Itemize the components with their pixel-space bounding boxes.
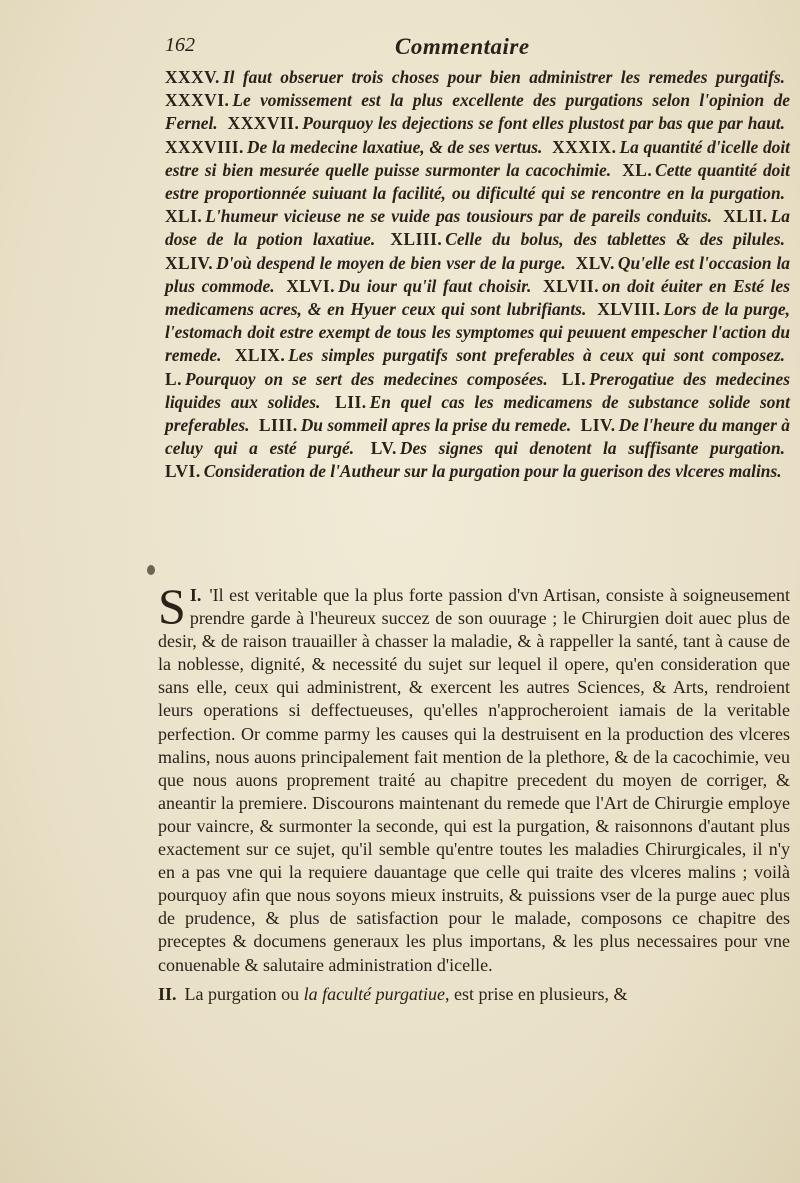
summary-item-number: XLII. bbox=[723, 206, 768, 227]
summary-item-text: Consideration de l'Autheur sur la purgation pour la guerison des vlceres malins. bbox=[203, 461, 782, 482]
summary-item-number: XXXIX. bbox=[552, 136, 617, 157]
summary-item-number: XLIII. bbox=[390, 229, 443, 250]
summary-item-number: L. bbox=[165, 368, 182, 389]
summary-item-text: Des signes qui denotent la suffisante purgation. bbox=[399, 438, 785, 459]
body-text bbox=[158, 578, 790, 1006]
summary-item bbox=[165, 253, 571, 273]
summary-item-text: Pourquoy on se sert des medecines composées. bbox=[184, 368, 548, 389]
summary-item-number: XLIV. bbox=[165, 252, 214, 273]
summary-item bbox=[371, 438, 790, 458]
ink-mark bbox=[147, 565, 155, 575]
summary-item-text: L'humeur vicieuse ne se vuide pas tousiours par de pareils conduits. bbox=[205, 206, 712, 227]
paragraph-1 bbox=[158, 578, 790, 977]
summary-item-number: LI. bbox=[561, 368, 587, 389]
summary-item-text: Du sommeil apres la prise du remede. bbox=[300, 415, 572, 436]
summary-item-number: XLV. bbox=[575, 252, 615, 273]
summary-item-text: on doit éuiter en Esté les medicamens acres, & en Hyuer ceux qui sont lubrifiants. bbox=[165, 275, 790, 320]
paragraph-number: II. bbox=[158, 983, 177, 1004]
summary-item-number: LV. bbox=[370, 438, 397, 459]
summary-item-text: Lors de la purge, l'estomach doit estre exempt de tous les symptomes qui peuuent empescher l'action du remede. bbox=[165, 299, 790, 366]
summary-item bbox=[390, 229, 790, 249]
summary-item-number: XXXVIII. bbox=[165, 136, 244, 157]
summary-item-text: Cette quantité doit estre proportionnée suiuant la facilité, ou dificulté qui se rencontre en la purgation. bbox=[165, 159, 791, 204]
summary-item-text: En quel cas les medicamens de substance solide sont preferables. bbox=[165, 391, 790, 436]
summary-item-number: XXXV. bbox=[165, 67, 220, 87]
summary-item bbox=[228, 113, 790, 133]
paragraph-italic: la faculté purgatiue bbox=[303, 983, 445, 1004]
summary-item bbox=[235, 345, 790, 365]
summary-item-text: Qu'elle est l'occasion la plus commode. bbox=[165, 252, 790, 296]
summary-item-text: D'où despend le moyen de bien vser de la purge. bbox=[216, 252, 566, 273]
summary-item-text: Prerogatiue des medecines liquides aux solides. bbox=[165, 368, 790, 412]
summary-item bbox=[165, 461, 787, 481]
summary-item-text: Il faut obseruer trois choses pour bien administrer les remedes purgatifs. bbox=[222, 67, 785, 87]
summary-item-text: La quantité d'icelle doit estre si bien mesurée quelle puisse surmonter la cacochimie. bbox=[165, 136, 790, 180]
summary-item-text: Du iour qu'il faut choisir. bbox=[337, 275, 532, 296]
paragraph-text: La purgation ou bbox=[184, 983, 304, 1004]
summary-item-number: LVI. bbox=[165, 461, 201, 482]
summary-item-number: LII. bbox=[335, 391, 367, 412]
summary-item-text: De la medecine laxatiue, & de ses vertus. bbox=[246, 136, 543, 157]
summary-item bbox=[286, 276, 536, 296]
summary-item bbox=[165, 206, 717, 226]
running-title: Commentaire bbox=[395, 34, 530, 59]
summary-item-number: XLI. bbox=[165, 206, 203, 227]
summary-item bbox=[259, 415, 576, 435]
summary-item-text: La dose de la potion laxatiue. bbox=[165, 206, 790, 250]
summary-item bbox=[165, 369, 553, 389]
summary-item-number: XLIX. bbox=[234, 345, 286, 366]
summary-item-text: Celle du bolus, des tablettes & des pilules. bbox=[445, 229, 785, 250]
summary-item-number: XLVI. bbox=[286, 275, 335, 296]
summary-item-number: LIII. bbox=[258, 415, 298, 436]
paragraph-number: I. bbox=[189, 585, 202, 605]
summary-item-number: XXXVI. bbox=[165, 90, 230, 111]
summary-item-number: XLVIII. bbox=[597, 299, 661, 320]
paragraph-text: , est prise en plusieurs, & bbox=[444, 983, 628, 1004]
summary-item bbox=[165, 137, 547, 157]
summary-item-text: Les simples purgatifs sont preferables à ceux qui sont composez. bbox=[288, 345, 785, 366]
summary-item-number: LIV. bbox=[580, 415, 616, 436]
paragraph-2 bbox=[158, 983, 790, 1006]
paragraph-text: 'Il est veritable que la plus forte passion d'vn Artisan, consiste à soigneusement prendre garde à l'heureux succez de son ouurage ; le Chirurgien doit auec plus de desir, & de raison trauailler à chasser la maladie, & à rappeller la santé, tant à cause de la noblesse, dignité, & necessité du sujet sur lequel il opere, qu'en consideration que sans elle, ceux qui administrent, & exercent les autres Sciences, & Arts, rendroient leurs operations si deffectueuses, qu'elles n'approcheroient iamais de la veritable perfection. Or comme parmy les causes qui la destruisent en la production des vlceres malins, nous auons principalement fait mention de la plethore, & de la cacochimie, veu que nous auons proprement traité au chapitre precedent du moyen de corriger, & aneantir la premiere. Discourons maintenant du remede que l'Art de Chirurgie employe pour vaincre, & surmonter la seconde, qui est la purgation, & raisonnons d'autant plus exactement sur ce sujet, qu'il semble qu'entre toutes les maladies Chirurgicales, il n'y en a pas vne qui la requiere dauantage que celle qui traite des vlceres malins ; voilà pourquoy afin que nous soyons mieux instruits, & puissions vser de la purge auec plus de prudence, & plus de satisfaction pour le malade, composons ce chapitre des preceptes & documens generaux les plus importans, & les plus necessaires pour vne conuenable & salutaire administration d'icelle. bbox=[158, 585, 790, 975]
page-number: 162 bbox=[165, 34, 195, 56]
page-header bbox=[165, 34, 745, 64]
summary-item-number: XL. bbox=[622, 159, 653, 180]
summary-item-text: Pourquoy les dejections se font elles plustost par bas que par haut. bbox=[302, 113, 785, 134]
chapter-summary bbox=[165, 66, 790, 484]
summary-item-number: XXXVII. bbox=[227, 113, 300, 134]
drop-cap: S bbox=[158, 578, 186, 634]
summary-item-text: Le vomissement est la plus excellente des purgations selon l'opinion de Fernel. bbox=[165, 90, 790, 134]
summary-item bbox=[165, 67, 790, 87]
summary-item-number: XLVII. bbox=[543, 275, 600, 296]
summary-item-text: De l'heure du manger à celuy qui a esté purgé. bbox=[165, 415, 790, 459]
